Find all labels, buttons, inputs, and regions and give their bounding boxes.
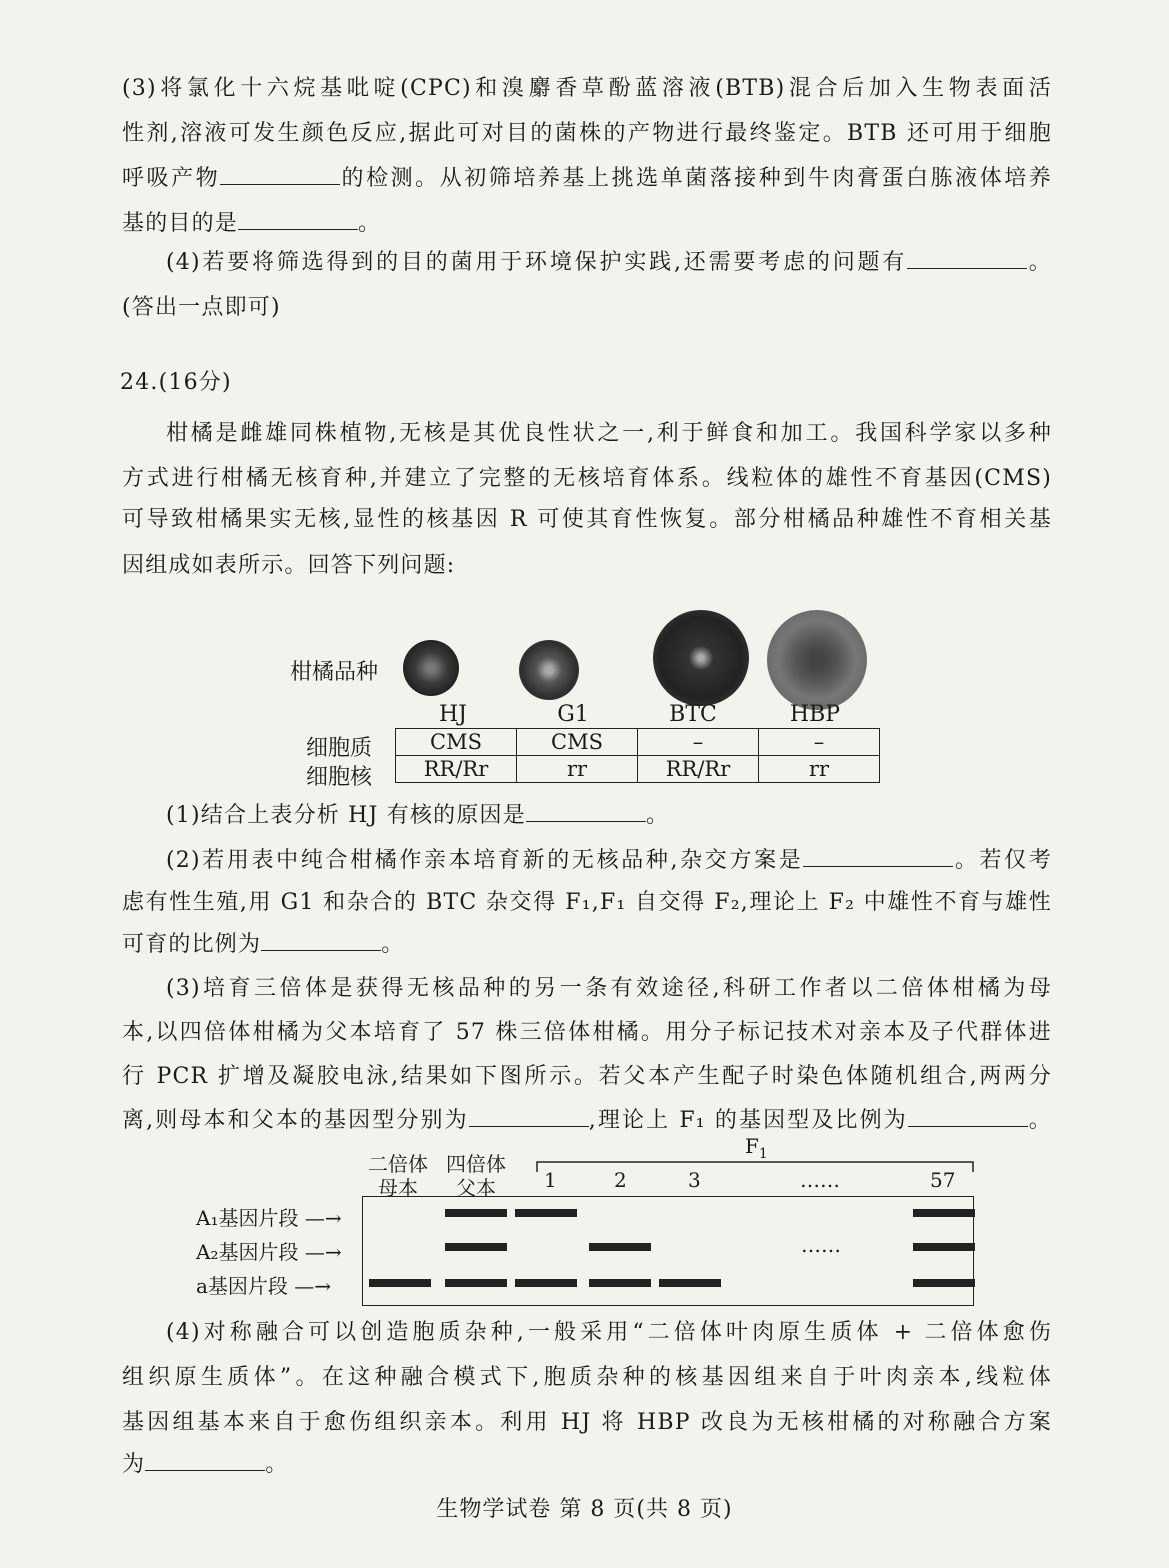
lane-label-3: 3 (688, 1168, 701, 1192)
answer-blank[interactable] (220, 162, 340, 185)
answer-blank[interactable] (145, 1448, 265, 1471)
q24-part4-line4: 为 。 (122, 1442, 1052, 1487)
lane-label-father-sub: 父本 (456, 1176, 496, 1200)
q24-part2-line1: (2)若用表中纯合柑橘作亲本培育新的无核品种,杂交方案是 。若仅考 (122, 838, 1052, 883)
fruit-hj-image (403, 640, 459, 696)
row-label-nucleus: 细胞核 (306, 765, 373, 790)
table-cell: rr (517, 756, 638, 783)
table-cell: rr (759, 756, 880, 783)
band-a2-father (445, 1243, 507, 1251)
q23-part3-line3: 呼吸产物 的检测。从初筛培养基上挑选单菌落接种到牛肉膏蛋白胨液体培养 (122, 156, 1052, 201)
q24-part3-line2: 本,以四倍体柑橘为父本培育了 57 株三倍体柑橘。用分子标记技术对亲本及子代群体进 (122, 1020, 1052, 1045)
table-cell: CMS (396, 729, 517, 756)
answer-blank[interactable] (803, 844, 953, 867)
q24-part3-line4: 离,则母本和父本的基因型分别为 ,理论上 F₁ 的基因型及比例为 。 (122, 1098, 1052, 1143)
fruit-btc-image (653, 610, 749, 706)
table-cell: – (638, 729, 759, 756)
q24-intro-line1: 柑橘是雌雄同株植物,无核是其优良性状之一,利于鲜食和加工。我国科学家以多种 (166, 421, 1052, 446)
lane-label-mother-sub: 母本 (378, 1176, 418, 1200)
f1-label: $F_1$ (745, 1134, 768, 1162)
page-footer: 生物学试卷 第 8 页(共 8 页) (436, 1497, 733, 1522)
genotype-table (395, 728, 880, 783)
band-label-a: a基因片段 —→ (196, 1274, 332, 1298)
gel-frame (362, 1196, 974, 1306)
lane-label-2: 2 (614, 1168, 627, 1192)
gel-middle-dots: …… (801, 1233, 841, 1257)
band-a-mother (369, 1279, 431, 1287)
q24-part3-line1: (3)培育三倍体是获得无核品种的另一条有效途径,科研工作者以二倍体柑橘为母 (166, 976, 1052, 1001)
band-a-f1-1 (515, 1279, 577, 1287)
band-a1-f1-57 (913, 1209, 975, 1217)
q24-part2-line3: 可育的比例为 。 (122, 922, 1052, 967)
band-a-f1-2 (589, 1279, 651, 1287)
q23-part3-line2: 性剂,溶液可发生颜色反应,据此可对目的菌株的产物进行最终鉴定。BTB 还可用于细胞 (122, 121, 1052, 146)
band-a-f1-57 (913, 1279, 975, 1287)
answer-blank[interactable] (526, 799, 646, 822)
band-a1-father (445, 1209, 507, 1217)
band-a2-f1-2 (589, 1243, 651, 1251)
q24-part4-line2: 组织原生质体”。在这种融合模式下,胞质杂种的核基因组来自于叶肉亲本,线粒体 (122, 1365, 1052, 1390)
q24-header: 24.(16分) (120, 370, 232, 395)
q24-intro-line4: 因组成如表所示。回答下列问题: (122, 553, 456, 578)
fruit-g1-image (519, 640, 579, 700)
q23-part4-line2: (答出一点即可) (122, 295, 281, 320)
table-row-cytoplasm (396, 729, 880, 756)
band-a2-f1-57 (913, 1243, 975, 1251)
q24-part3-line3: 行 PCR 扩增及凝胶电泳,结果如下图所示。若父本产生配子时染色体随机组合,两两分 (122, 1064, 1052, 1089)
q23-part3-line1: (3)将氯化十六烷基吡啶(CPC)和溴麝香草酚蓝溶液(BTB)混合后加入生物表面活 (122, 76, 1052, 101)
table-cell: – (759, 729, 880, 756)
q23-part3-line4: 基的目的是 。 (122, 201, 1052, 246)
lane-label-57: 57 (930, 1168, 956, 1192)
q24-part2-line2: 虑有性生殖,用 G1 和杂合的 BTC 杂交得 F₁,F₁ 自交得 F₂,理论上 F₂ 中雄性不育与雄性 (122, 890, 1052, 915)
q24-part4-line1: (4)对称融合可以创造胞质杂种,一般采用“二倍体叶肉原生质体 + 二倍体愈伤 (166, 1320, 1052, 1345)
variety-label-g1: G1 (557, 702, 589, 727)
variety-label-btc: BTC (669, 702, 717, 727)
row-label-variety: 柑橘品种 (290, 660, 379, 685)
answer-blank[interactable] (261, 928, 381, 951)
lane-label-1: 1 (544, 1168, 557, 1192)
answer-blank[interactable] (469, 1104, 589, 1127)
table-cell: CMS (517, 729, 638, 756)
table-cell: RR/Rr (638, 756, 759, 783)
band-label-a2: A₂基因片段 —→ (196, 1240, 342, 1264)
lane-label-mother: 二倍体 (368, 1152, 428, 1176)
variety-label-hj: HJ (438, 702, 467, 727)
q24-intro-line2: 方式进行柑橘无核育种,并建立了完整的无核培育体系。线粒体的雄性不育基因(CMS) (122, 466, 1052, 491)
band-a1-f1-1 (515, 1209, 577, 1217)
q23-part4-line1: (4)若要将筛选得到的目的菌用于环境保护实践,还需要考虑的问题有 。 (122, 240, 1052, 285)
row-label-cytoplasm: 细胞质 (306, 736, 373, 761)
q24-part1: (1)结合上表分析 HJ 有核的原因是 。 (122, 793, 1052, 838)
answer-blank[interactable] (908, 1104, 1028, 1127)
variety-label-hbp: HBP (789, 702, 841, 727)
band-a-f1-3 (659, 1279, 721, 1287)
answer-blank[interactable] (907, 246, 1027, 269)
f1-bracket (535, 1156, 975, 1176)
fruit-hbp-image (767, 610, 867, 710)
q24-intro-line3: 可导致柑橘果实无核,显性的核基因 R 可使其育性恢复。部分柑橘品种雄性不育相关基 (122, 507, 1052, 532)
table-cell: RR/Rr (396, 756, 517, 783)
band-a-father (445, 1279, 507, 1287)
q24-part4-line3: 基因组基本来自于愈伤组织亲本。利用 HJ 将 HBP 改良为无核柑橘的对称融合方案 (122, 1410, 1052, 1435)
answer-blank[interactable] (238, 207, 358, 230)
lane-label-father: 四倍体 (446, 1152, 506, 1176)
lane-label-dots: …… (800, 1168, 840, 1192)
gel-electrophoresis-diagram (190, 1134, 990, 1308)
table-row-nucleus (396, 756, 880, 783)
band-label-a1: A₁基因片段 —→ (196, 1206, 342, 1230)
